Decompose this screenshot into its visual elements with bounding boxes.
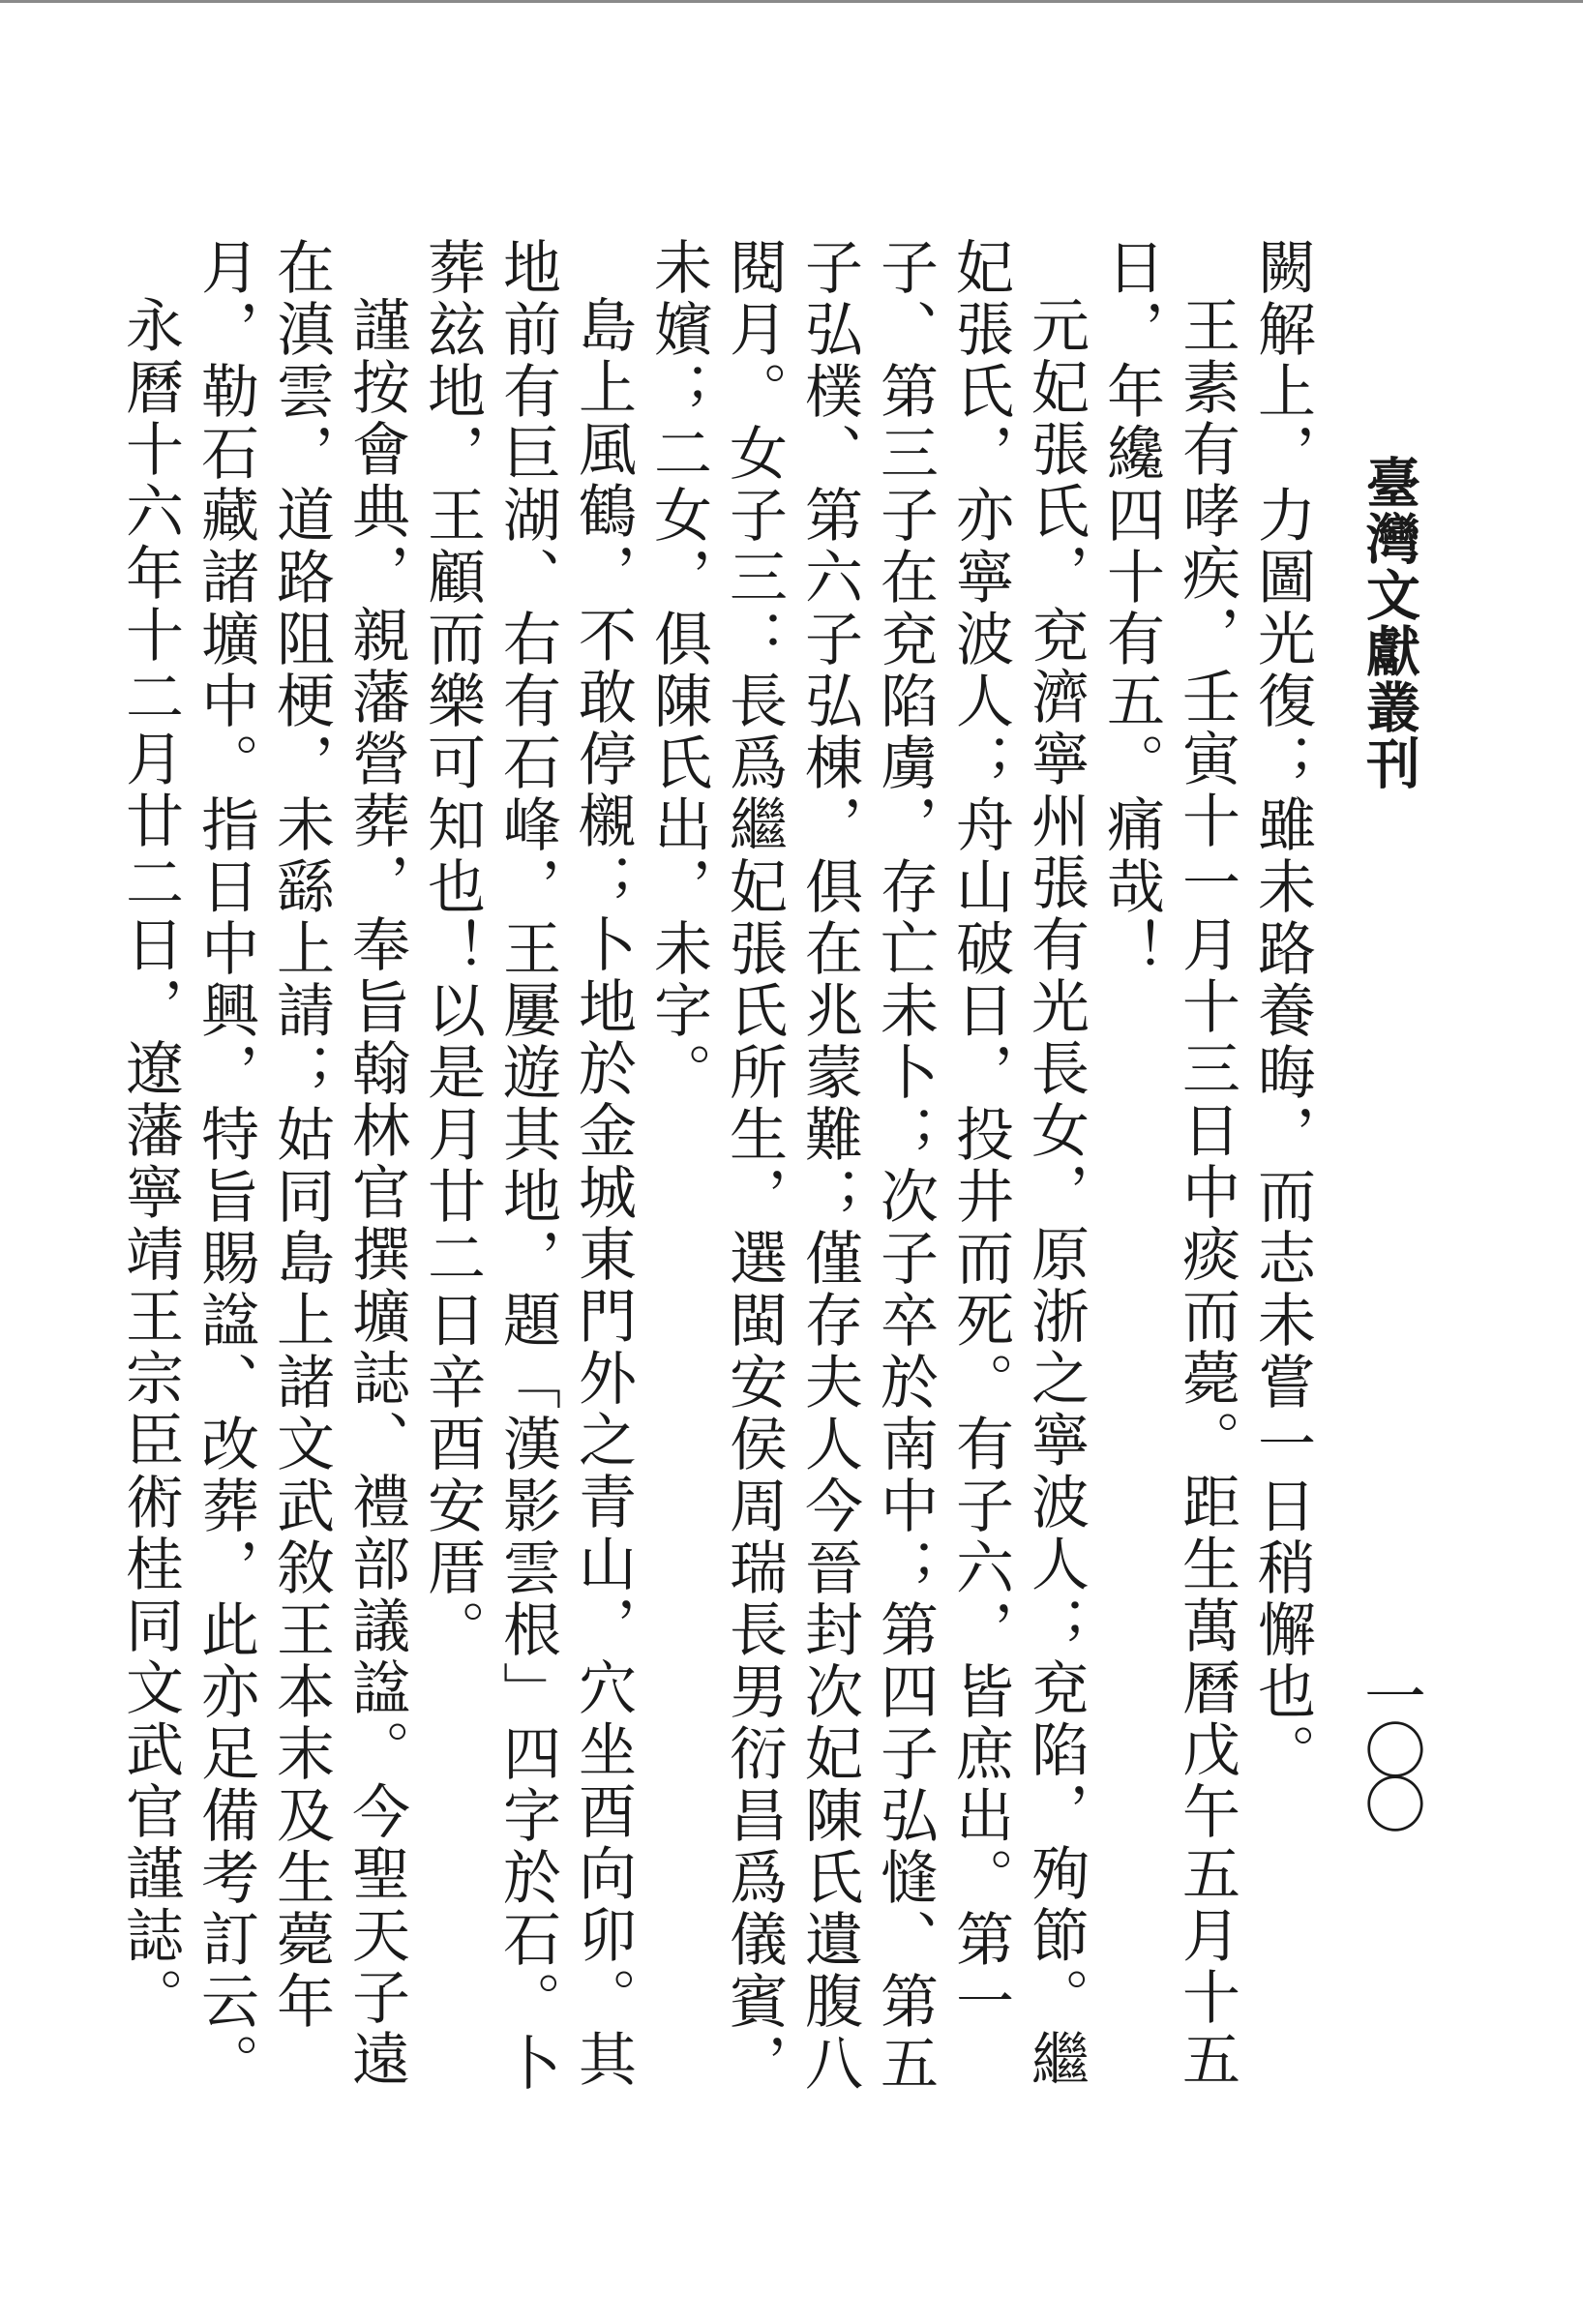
text-body [116, 237, 1320, 2124]
paragraph-1: 闕解上，力圖光復；雖未路養晦，而志未嘗一日稍懈也。 [1248, 237, 1316, 1785]
paragraph-2: 王素有哮疾，壬寅十一月十三日中痰而薨。距生萬曆戊午五月十五日，年纔四十有五。痛哉！ [1097, 237, 1240, 2091]
paragraph-5: 謹按會典，親藩營葬，奉旨翰林官撰壙誌、禮部議諡。今聖天子遠在滇雲，道路阻梗，未繇上請；姑同島上諸文武敘王本末及生薨年月，勒石藏諸壙中。指日中興，特旨賜諡、改葬，此亦足備考訂云。 [192, 237, 410, 2095]
paragraph-6: 永曆十六年十二月廿二日，遼藩寧靖王宗臣術桂同文武官謹誌。 [116, 295, 184, 2029]
series-title: 臺灣文獻叢刊 [1358, 455, 1421, 791]
paragraph-3: 元妃張氏，兗濟寧州張有光長女，原浙之寧波人；兗陷，殉節。繼妃張氏，亦寧波人；舟山破日，投井而死。有子六，皆庶出。第一子、第三子在兗陷虜，存亡未卜；次子卒於南中；第四子弘㦀、第五子弘樸、第六子弘棟，俱在兆蒙難；僅存夫人今晉封次妃陳氏遺腹八閱月。女子三：長爲繼妃張氏所生，選閩安侯周瑞長男衍昌爲儀賓，未嬪；二女，俱陳氏出，未字。 [644, 237, 1090, 2095]
page-number: 一〇〇 [1354, 1664, 1425, 1827]
paragraph-4: 島上風鶴，不敢停櫬；卜地於金城東門外之青山，穴坐酉向卯。其地前有巨湖、右有石峰，王屢遊其地，題「漢影雲根」四字於石。卜葬玆地，王顧而樂可知也！以是月廿二日辛酉安厝。 [418, 237, 637, 2095]
top-border-line [0, 0, 1583, 3]
